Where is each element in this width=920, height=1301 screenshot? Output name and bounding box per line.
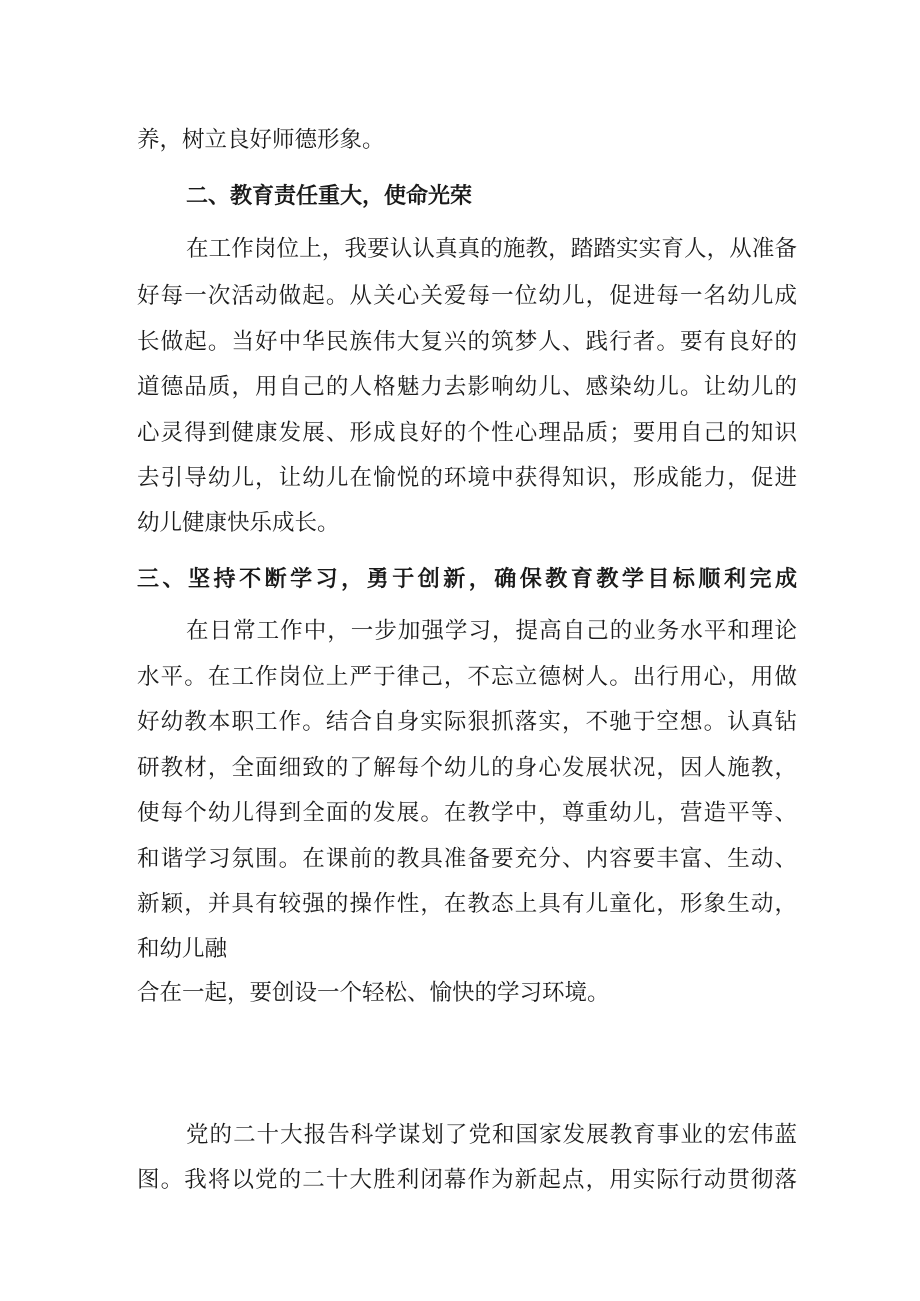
body-text-line: 和幼儿融: [137, 936, 228, 962]
body-text-line: 使每个幼儿得到全面的发展。在教学中，尊重幼儿，营造平等、: [137, 800, 797, 826]
body-text-line: 在日常工作中，一步加强学习，提高自己的业务水平和理论: [186, 618, 797, 644]
body-text-line: 党的二十大报告科学谋划了党和国家发展教育事业的宏伟蓝: [186, 1122, 797, 1148]
body-text-line: 图。我将以党的二十大胜利闭幕作为新起点，用实际行动贯彻落: [137, 1167, 797, 1193]
body-text-line: 研教材，全面细致的了解每个幼儿的身心发展状况，因人施教，: [137, 755, 797, 781]
body-text-line: 水平。在工作岗位上严于律己，不忘立德树人。出行用心，用做: [137, 664, 797, 690]
body-text-line: 在工作岗位上，我要认认真真的施教，踏踏实实育人，从准备: [186, 236, 797, 262]
body-text-line: 合在一起，要创设一个轻松、愉快的学习环境。: [137, 980, 610, 1006]
body-text-line: 道德品质，用自己的人格魅力去影响幼儿、感染幼儿。让幼儿的: [137, 374, 797, 400]
body-text-line: 养，树立良好师德形象。: [137, 127, 385, 153]
section-heading-2: 二、教育责任重大，使命光荣: [186, 184, 473, 209]
body-text-line: 和谐学习氛围。在课前的教具准备要充分、内容要丰富、生动、: [137, 846, 797, 872]
body-text-line: 好幼教本职工作。结合自身实际狠抓落实，不驰于空想。认真钻: [137, 709, 797, 735]
body-text-line: 长做起。当好中华民族伟大复兴的筑梦人、践行者。要有良好的: [137, 329, 797, 355]
body-text-line: 好每一次活动做起。从关心关爱每一位幼儿，促进每一名幼儿成: [137, 283, 797, 309]
body-text-line: 去引导幼儿，让幼儿在愉悦的环境中获得知识，形成能力，促进: [137, 465, 797, 491]
section-heading-3: 三、坚持不断学习，勇于创新，确保教育教学目标顺利完成: [137, 567, 797, 592]
body-text-line: 新颖，并具有较强的操作性，在教态上具有儿童化，形象生动，: [137, 891, 797, 917]
body-text-line: 幼儿健康快乐成长。: [137, 510, 340, 536]
body-text-line: 心灵得到健康发展、形成良好的个性心理品质；要用自己的知识: [137, 420, 797, 446]
